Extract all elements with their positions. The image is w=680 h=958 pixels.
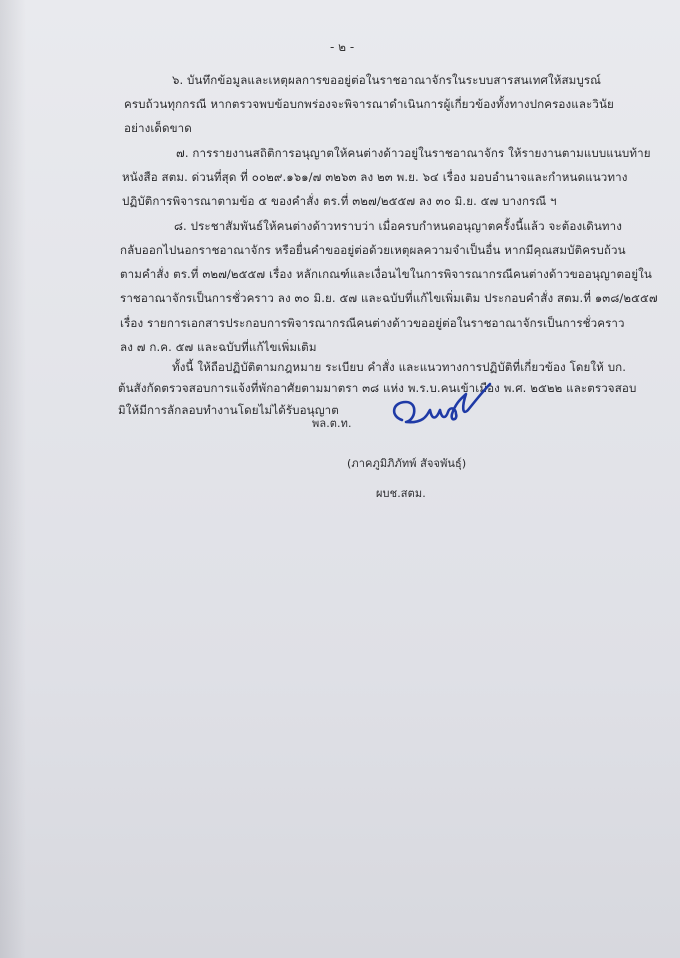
closing-line-3: มิให้มีการลักลอบทำงานโดยไม่ได้รับอนุญาต (118, 403, 339, 417)
paragraph-6-line-2: ครบถ้วนทุกกรณี หากตรวจพบข้อบกพร่องจะพิจารณาดำเนินการผู้เกี่ยวข้องทั้งทางปกครองและวินัย (124, 97, 614, 111)
paragraph-6-line-3: อย่างเด็ดขาด (124, 121, 192, 135)
closing-line-2: ต้นสังกัดตรวจสอบการแจ้งที่พักอาศัยตามมาตรา ๓๘ แห่ง พ.ร.บ.คนเข้าเมือง พ.ศ. ๒๕๒๒ และตรวจสอบ (118, 381, 637, 395)
handwritten-signature (386, 376, 496, 446)
paragraph-6-line-1: ๖. บันทึกข้อมูลและเหตุผลการขออยู่ต่อในราชอาณาจักรในระบบสารสนเทศให้สมบูรณ์ (172, 73, 602, 87)
paragraph-7-line-3: ปฏิบัติการพิจารณาตามข้อ ๕ ของคำสั่ง ตร.ที่ ๓๒๗/๒๕๕๗ ลง ๓๐ มิ.ย. ๕๗ บางกรณี ฯ (122, 194, 557, 208)
paragraph-7-line-2: หนังสือ สตม. ด่วนที่สุด ที่ ๐๐๒๙.๑๖๑/๗ ๓๒๖๓ ลง ๒๓ พ.ย. ๖๔ เรื่อง มอบอำนาจและกำหนดแนวทาง (122, 170, 628, 184)
signatory-name: (ภาคภูมิภิภัทพ์ สัจจพันธุ์) (347, 457, 467, 470)
paragraph-7-line-1: ๗. การรายงานสถิติการอนุญาตให้คนต่างด้าวอยู่ในราชอาณาจักร ให้รายงานตามแบบแนบท้าย (176, 146, 651, 160)
page-shadow (0, 0, 26, 958)
signatory-position: ผบช.สตม. (376, 487, 426, 500)
paragraph-8-line-6: ลง ๗ ก.ค. ๕๗ และฉบับที่แก้ไขเพิ่มเติม (120, 340, 317, 354)
paragraph-8-line-5: เรื่อง รายการเอกสารประกอบการพิจารณากรณีคนต่างด้าวขออยู่ต่อในราชอาณาจักรเป็นการชั่วคราว (120, 316, 625, 330)
paragraph-8-line-4: ราชอาณาจักรเป็นการชั่วคราว ลง ๓๐ มิ.ย. ๕๗ และฉบับที่แก้ไขเพิ่มเติม ประกอบคำสั่ง สตม.ที่ ๑๓๘/๒๕๕๗ (120, 291, 658, 305)
paragraph-8-line-2: กลับออกไปนอกราชอาณาจักร หรือยื่นคำขออยู่ต่อด้วยเหตุผลความจำเป็นอื่น หากมีคุณสมบัติครบถ้วน (120, 243, 626, 257)
page-number: - ๒ - (330, 40, 355, 54)
signatory-rank: พล.ต.ท. (312, 417, 352, 430)
closing-line-1: ทั้งนี้ ให้ถือปฏิบัติตามกฎหมาย ระเบียบ คำสั่ง และแนวทางการปฏิบัติที่เกี่ยวข้อง โดยให้ บก. (172, 360, 627, 374)
paragraph-8-line-3: ตามคำสั่ง ตร.ที่ ๓๒๗/๒๕๕๗ เรื่อง หลักเกณฑ์และเงื่อนไขในการพิจารณากรณีคนต่างด้าวขออนุญาตอยู่ใน (120, 267, 652, 281)
paragraph-8-line-1: ๘. ประชาสัมพันธ์ให้คนต่างด้าวทราบว่า เมื่อครบกำหนดอนุญาตครั้งนี้แล้ว จะต้องเดินทาง (174, 219, 623, 233)
